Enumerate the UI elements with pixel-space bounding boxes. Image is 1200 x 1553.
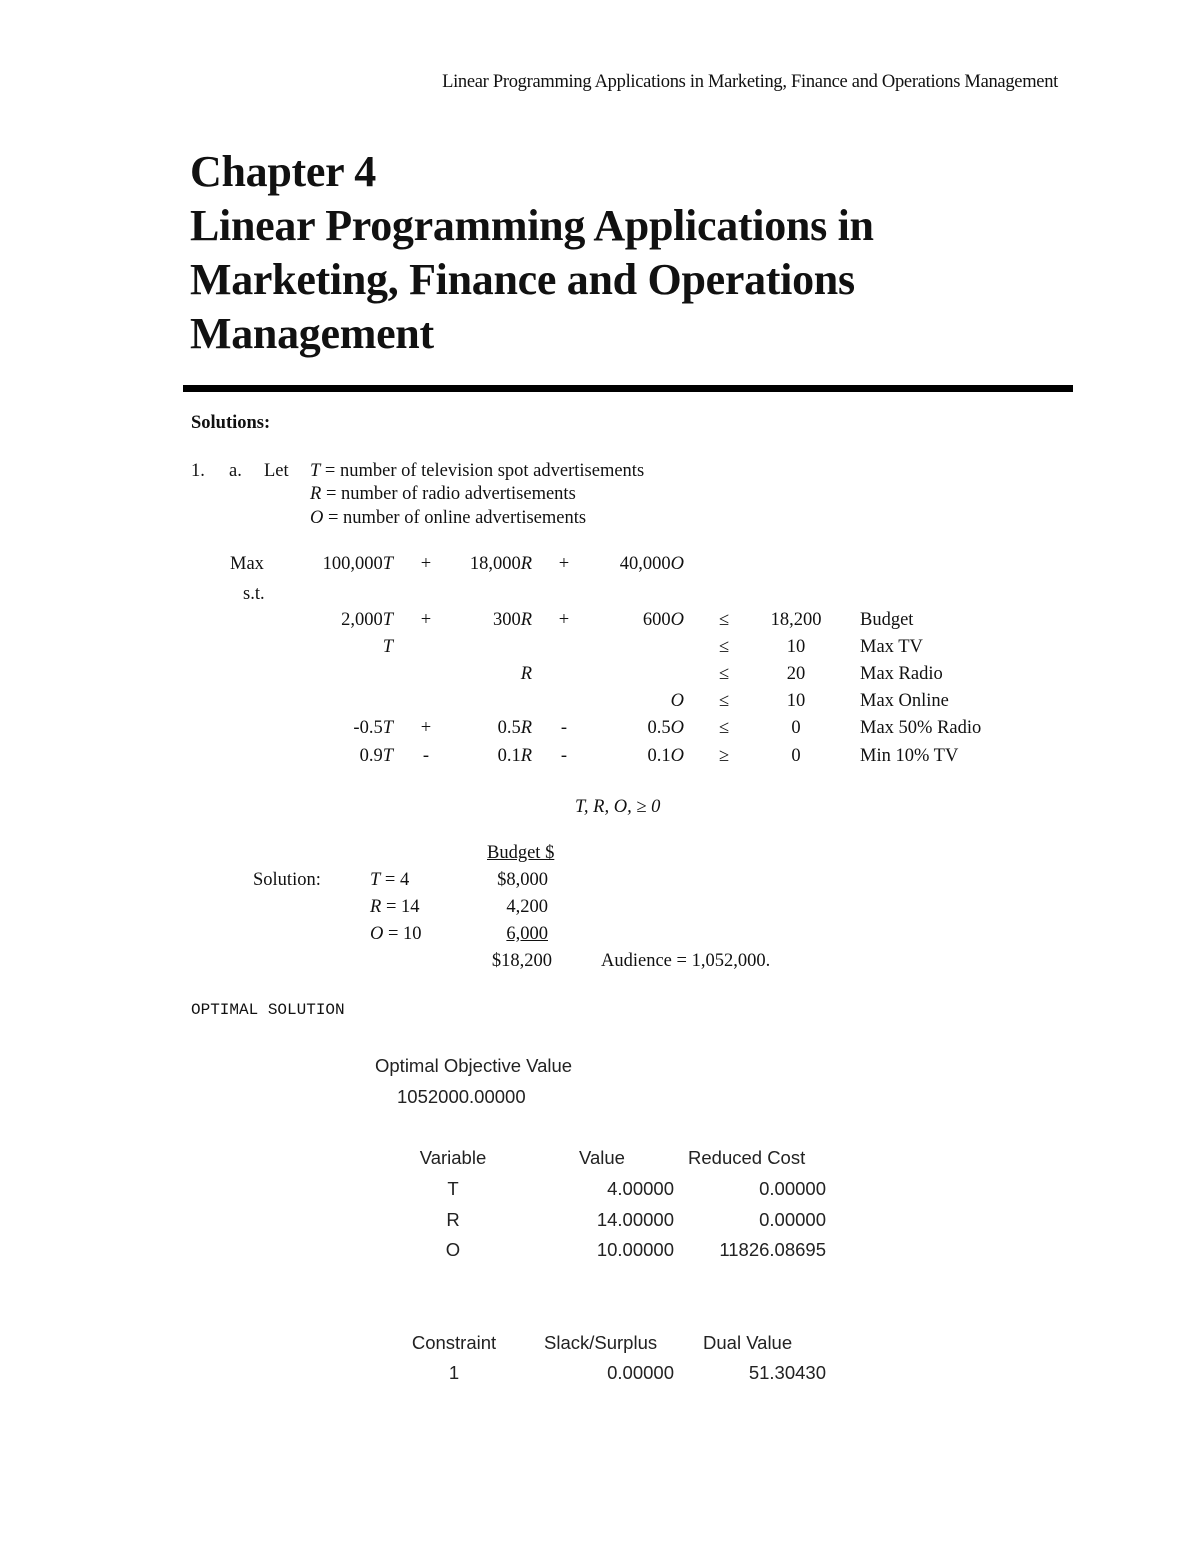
constraint-max50-relation: ≤ bbox=[718, 718, 730, 738]
var-row-t-value: 4.00000 bbox=[607, 1178, 674, 1199]
constraint-maxradio-name: Max Radio bbox=[860, 664, 943, 684]
definition-t bbox=[310, 461, 644, 482]
constraint-max50-op-2: - bbox=[560, 718, 568, 738]
var-row-r-value: 14.00000 bbox=[596, 1209, 674, 1230]
objective-value-label: Optimal Objective Value bbox=[375, 1055, 573, 1076]
con-row-1-name: 1 bbox=[448, 1362, 460, 1383]
budget-header: Budget $ bbox=[487, 843, 555, 863]
var-header-variable: Variable bbox=[419, 1147, 487, 1168]
constraint-budget-o: 600O bbox=[642, 610, 684, 630]
con-header-dual: Dual Value bbox=[703, 1332, 793, 1353]
constraint-maxonline-relation: ≤ bbox=[718, 691, 730, 711]
constraint-min10-relation: ≥ bbox=[718, 746, 730, 766]
problem-number: 1. bbox=[191, 461, 205, 481]
constraint-max50-name: Max 50% Radio bbox=[860, 718, 982, 738]
optimal-solution-heading: OPTIMAL SOLUTION bbox=[191, 1001, 345, 1019]
constraint-max50-rhs: 0 bbox=[791, 718, 801, 738]
solution-o: O = 10 bbox=[370, 924, 422, 944]
constraint-max50-o: 0.5O bbox=[647, 718, 684, 738]
objective-t-term: 100,000T bbox=[322, 554, 393, 574]
definition-text: = number of television spot advertisements bbox=[320, 461, 645, 481]
audience-result: Audience = 1,052,000. bbox=[601, 951, 771, 971]
objective-op-2: + bbox=[558, 554, 570, 574]
solution-r: R = 14 bbox=[370, 897, 420, 917]
objective-r-term: 18,000R bbox=[469, 554, 532, 574]
con-row-1-slack: 0.00000 bbox=[607, 1362, 674, 1383]
st-label: s.t. bbox=[243, 584, 265, 604]
objective-o-term: 40,000O bbox=[619, 554, 684, 574]
constraint-min10-op-1: - bbox=[422, 746, 430, 766]
constraint-maxtv-rhs: 10 bbox=[786, 637, 806, 657]
solution-t-budget: $8,000 bbox=[497, 870, 548, 890]
solution-t: T = 4 bbox=[370, 870, 410, 890]
nonnegativity: T, R, O, ≥ 0 bbox=[575, 797, 661, 817]
var-row-o-value: 10.00000 bbox=[596, 1239, 674, 1260]
var-row-o-reduced: 11826.08695 bbox=[719, 1239, 826, 1260]
var-row-t-name: T bbox=[447, 1178, 459, 1199]
constraint-maxonline-name: Max Online bbox=[860, 691, 949, 711]
solution-o-budget: 6,000 bbox=[506, 924, 548, 944]
objective-value: 1052000.00000 bbox=[397, 1086, 526, 1107]
title-rule bbox=[183, 385, 1073, 392]
definition-text: = number of online advertisements bbox=[323, 508, 587, 528]
constraint-min10-op-2: - bbox=[560, 746, 568, 766]
con-header-constraint: Constraint bbox=[411, 1332, 497, 1353]
definition-r bbox=[310, 484, 576, 505]
constraint-max50-r: 0.5R bbox=[497, 718, 532, 738]
definition-var: T bbox=[310, 461, 321, 481]
let-word: Let bbox=[264, 461, 289, 481]
var-row-r-reduced: 0.00000 bbox=[759, 1209, 826, 1230]
constraint-budget-relation: ≤ bbox=[718, 610, 730, 630]
objective-op-1: + bbox=[420, 554, 432, 574]
definition-o bbox=[310, 508, 586, 529]
definition-text: = number of radio advertisements bbox=[321, 484, 576, 504]
chapter-title-line-1: Linear Programming Applications in bbox=[190, 201, 874, 250]
definition-var: O bbox=[310, 508, 324, 528]
var-header-value: Value bbox=[579, 1147, 625, 1168]
definition-var: R bbox=[310, 484, 322, 504]
problem-part: a. bbox=[229, 461, 242, 481]
constraint-maxonline-o: O bbox=[670, 691, 684, 711]
constraint-min10-r: 0.1R bbox=[497, 746, 532, 766]
constraint-budget-rhs: 18,200 bbox=[770, 610, 822, 630]
constraint-budget-r: 300R bbox=[492, 610, 532, 630]
constraint-min10-t: 0.9T bbox=[359, 746, 393, 766]
con-row-1-dual: 51.30430 bbox=[748, 1362, 826, 1383]
con-header-slack: Slack/Surplus bbox=[544, 1332, 658, 1353]
constraint-max50-t: -0.5T bbox=[353, 718, 393, 738]
constraint-maxtv-t: T bbox=[382, 637, 393, 657]
var-header-reduced-cost: Reduced Cost bbox=[688, 1147, 806, 1168]
constraint-max50-op-1: + bbox=[420, 718, 432, 738]
solution-r-budget: 4,200 bbox=[506, 897, 548, 917]
constraint-maxonline-rhs: 10 bbox=[786, 691, 806, 711]
chapter-title-line-2: Marketing, Finance and Operations bbox=[190, 255, 855, 304]
constraint-maxradio-relation: ≤ bbox=[718, 664, 730, 684]
solution-label: Solution: bbox=[253, 870, 321, 890]
var-row-o-name: O bbox=[445, 1239, 461, 1260]
constraint-budget-t: 2,000T bbox=[341, 610, 393, 630]
solutions-label: Solutions: bbox=[191, 413, 271, 433]
constraint-budget-op-2: + bbox=[558, 610, 570, 630]
constraint-budget-op-1: + bbox=[420, 610, 432, 630]
constraint-maxtv-name: Max TV bbox=[860, 637, 923, 657]
var-row-r-name: R bbox=[446, 1209, 460, 1230]
chapter-title-line-3: Management bbox=[190, 309, 434, 358]
constraint-budget-name: Budget bbox=[860, 610, 914, 630]
constraint-maxradio-r: R bbox=[520, 664, 532, 684]
constraint-min10-o: 0.1O bbox=[647, 746, 684, 766]
chapter-number: Chapter 4 bbox=[190, 147, 376, 196]
constraint-maxtv-relation: ≤ bbox=[718, 637, 730, 657]
running-header: Linear Programming Applications in Marketing, Finance and Operations Management bbox=[442, 72, 1058, 92]
solution-total: $18,200 bbox=[491, 951, 552, 971]
max-label: Max bbox=[230, 554, 264, 574]
constraint-min10-rhs: 0 bbox=[791, 746, 801, 766]
constraint-min10-name: Min 10% TV bbox=[860, 746, 959, 766]
constraint-maxradio-rhs: 20 bbox=[786, 664, 806, 684]
var-row-t-reduced: 0.00000 bbox=[759, 1178, 826, 1199]
